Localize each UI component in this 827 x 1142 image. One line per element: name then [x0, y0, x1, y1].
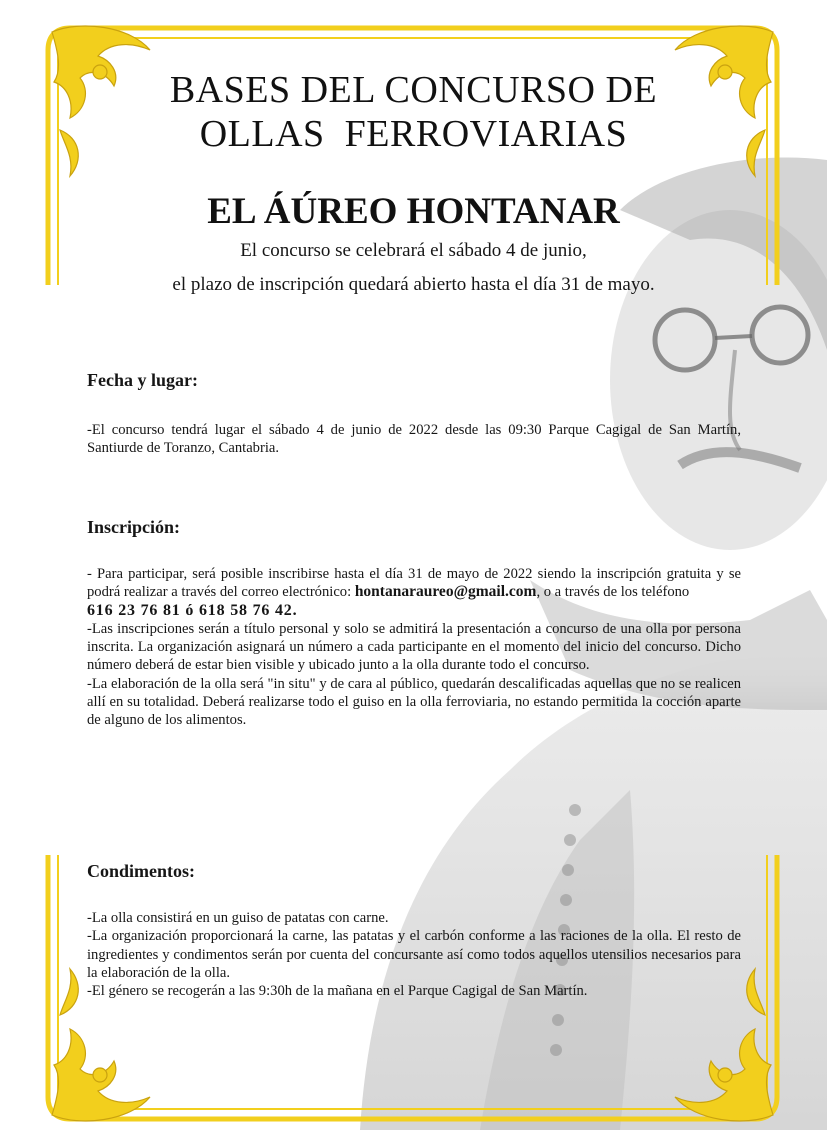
- section-body-inscripcion: [87, 565, 741, 730]
- inscripcion-paragraph-3: -La elaboración de la olla será "in situ" y de cara al público, quedarán descalificadas aquellas que no se realicen allí en su totalidad. Deberá realizarse todo el guiso en la olla ferroviaria, no estando permitida la cocción aparte de alguno de los alimentos.: [87, 675, 741, 729]
- contact-email[interactable]: hontanaraureo@gmail.com: [354, 583, 537, 601]
- condimentos-paragraph-3: -El género se recogerán a las 9:30h de la mañana en el Parque Cagigal de San Martín.: [87, 983, 588, 1000]
- intro-line-2: el plazo de inscripción quedará abierto hasta el día 31 de mayo.: [172, 274, 655, 295]
- phones-intro: , o a través de los teléfono: [536, 584, 690, 601]
- section-heading-inscripcion: Inscripción:: [87, 517, 181, 537]
- title-line-2: OLLAS FERROVIARIAS: [199, 113, 628, 155]
- condimentos-paragraph-1: -La olla consistirá en un guiso de patatas con carne.: [87, 910, 389, 926]
- section-body-fecha: [87, 421, 741, 458]
- inscripcion-paragraph-2: -Las inscripciones serán a título personal y solo se admitirá la presentación a concurso de una olla por persona inscrita. La organización asignará un número a cada participante en el momento del inicio del concurso. Dicho número deberá de estar bien visible y ubicado junto a la olla durante todo el concurso.: [87, 620, 741, 674]
- section-heading-condimentos: Condimentos:: [87, 861, 196, 881]
- event-name: EL ÁÚREO HONTANAR: [207, 191, 620, 232]
- title-line-1: BASES DEL CONCURSO DE: [169, 69, 658, 111]
- condimentos-paragraph-2: -La organización proporcionará la carne, las patatas y el carbón conforme a las raciones de la olla. El resto de ingredientes y condimentos serán por cuenta del concursante así como todos aquellos utensilios necesarios para la elaboración de la olla.: [87, 928, 741, 981]
- intro-text: [0, 234, 827, 302]
- contact-phones: 616 23 76 81 ó 618 58 76 42.: [87, 601, 298, 619]
- fecha-paragraph: -El concurso tendrá lugar el sábado 4 de junio de 2022 desde las 09:30 Parque Cagigal de San Martín, Santiurde de Toranzo, Cantabria.: [87, 422, 741, 457]
- page-title: [0, 68, 827, 156]
- section-body-condimentos: [87, 909, 741, 1000]
- intro-line-1: El concurso se celebrará el sábado 4 de junio,: [240, 240, 587, 261]
- section-heading-fecha: Fecha y lugar:: [87, 370, 198, 390]
- inscripcion-intro: - Para participar, será posible inscribirse hasta el día 31 de mayo de 2022 siendo la inscripción gratuita y se podrá realizar a través del correo electrónico:: [87, 566, 741, 601]
